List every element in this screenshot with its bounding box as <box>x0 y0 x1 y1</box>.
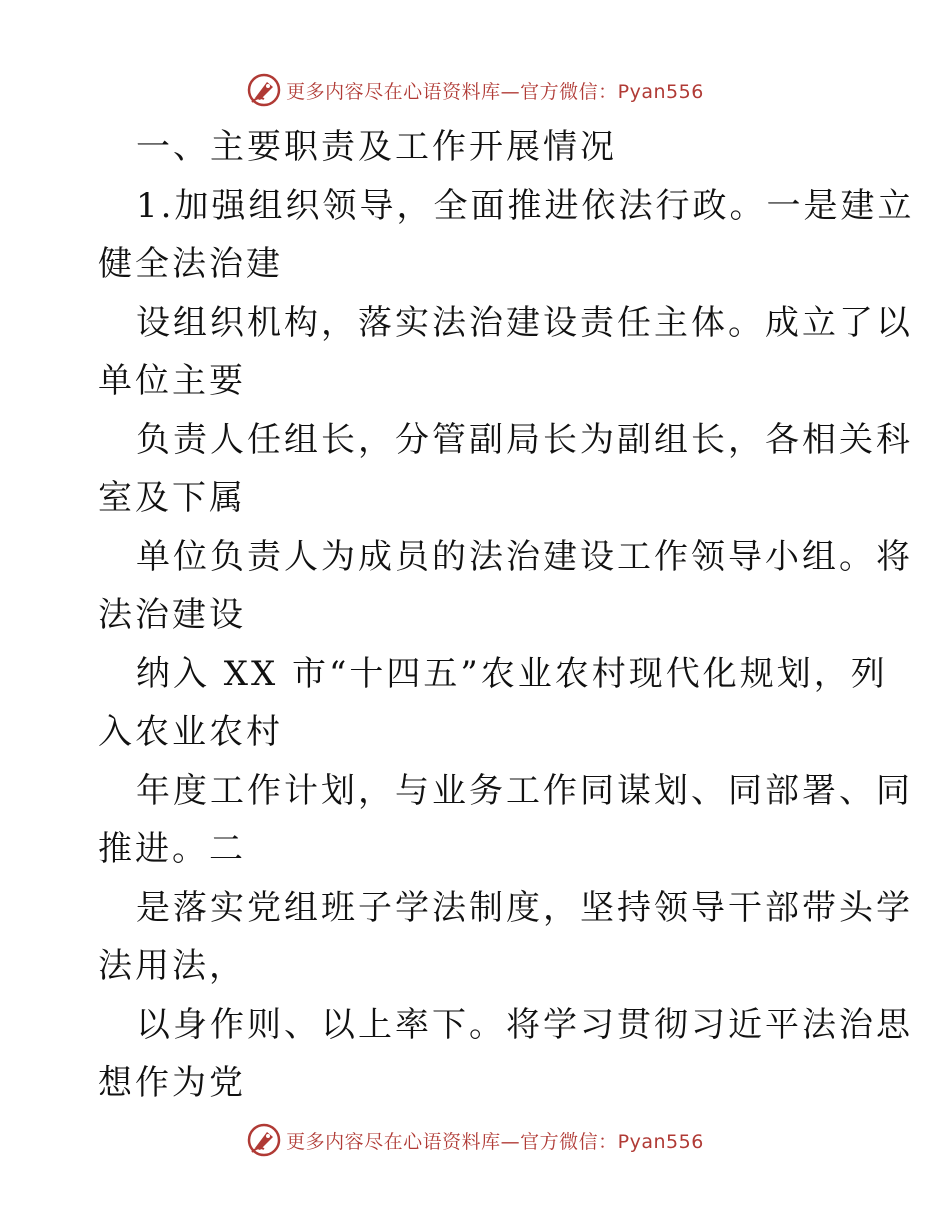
pen-nib-logo-icon <box>246 72 282 108</box>
paragraph-line: 单位主要 <box>98 361 246 401</box>
paragraph-line: 想作为党 <box>98 1063 246 1103</box>
paragraph-line: 健全法治建 <box>98 244 283 284</box>
paragraph-line: 负责人任组长，分管副局长为副组长，各相关科 <box>136 419 913 460</box>
paragraph-line: 室及下属 <box>98 478 246 518</box>
paragraph-line: 推进。二 <box>98 829 246 869</box>
paragraph-line: 入农业农村 <box>98 712 283 752</box>
paragraph-line: 1.加强组织领导，全面推进依法行政。一是建立 <box>136 185 915 226</box>
footer-watermark <box>0 1120 950 1160</box>
header-watermark <box>0 70 950 110</box>
paragraph-line: 年度工作计划，与业务工作同谋划、同部署、同 <box>136 770 913 811</box>
section-heading: 一、主要职责及工作开展情况 <box>136 127 617 167</box>
paragraph-line: 以身作则、以上率下。将学习贯彻习近平法治思 <box>136 1004 913 1045</box>
paragraph-line: 法治建设 <box>98 595 246 635</box>
watermark-text: 更多内容尽在心语资料库—官方微信：Pyan556 <box>286 1130 704 1153</box>
paragraph-line: 是落实党组班子学法制度，坚持领导干部带头学 <box>136 887 913 928</box>
watermark-text: 更多内容尽在心语资料库—官方微信：Pyan556 <box>286 80 704 103</box>
pen-nib-logo-icon <box>246 1122 282 1158</box>
document-body <box>98 118 915 1113</box>
paragraph-line: 法用法， <box>98 946 246 986</box>
paragraph-line: 纳入 XX 市“十四五”农业农村现代化规划，列 <box>136 653 888 694</box>
paragraph-line: 单位负责人为成员的法治建设工作领导小组。将 <box>136 536 913 577</box>
paragraph-line: 设组织机构，落实法治建设责任主体。成立了以 <box>136 302 913 343</box>
